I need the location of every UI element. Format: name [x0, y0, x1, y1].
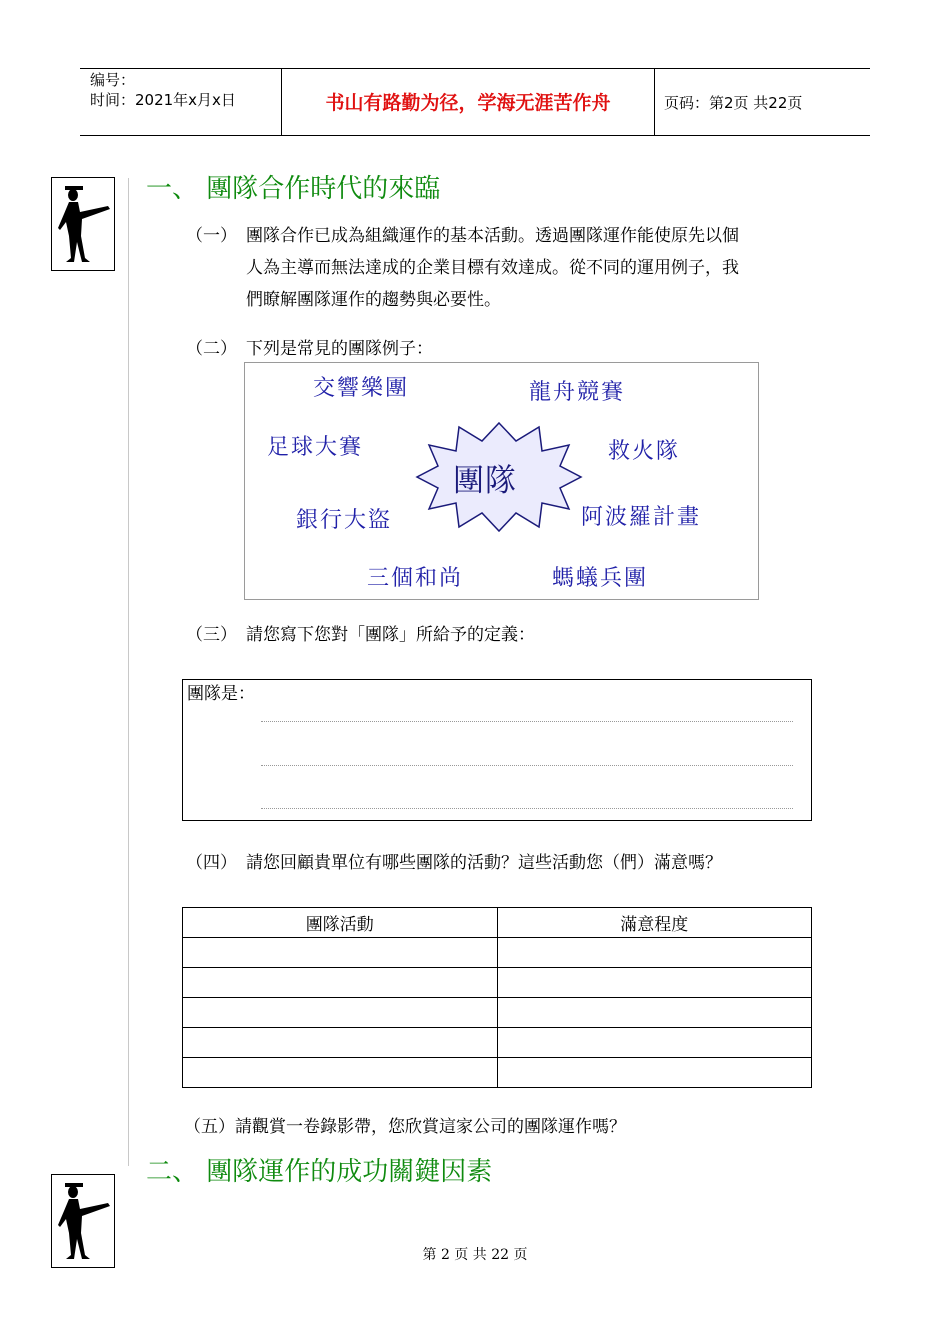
table-cell[interactable] [497, 998, 812, 1028]
definition-box[interactable] [182, 679, 812, 821]
header-top-rule [80, 68, 870, 69]
column-header: 團隊活動 [183, 908, 498, 938]
item-marker: （三） [186, 625, 237, 645]
table-cell[interactable] [183, 998, 498, 1028]
writing-line[interactable] [261, 765, 793, 766]
table-row [183, 938, 812, 968]
section-heading: 一、 團隊合作時代的來臨 [146, 174, 441, 204]
table-row [183, 1058, 812, 1088]
diagram-example: 銀行大盜 [296, 508, 393, 533]
table-row [183, 998, 812, 1028]
table-cell[interactable] [497, 1058, 812, 1088]
item-text: （五）請觀賞一卷錄影帶，您欣賞這家公司的團隊運作嗎？ [184, 1117, 626, 1137]
header-page-info: 页码：第2页 共22页 [664, 94, 803, 112]
diagram-example: 三個和尚 [367, 566, 464, 591]
document-number-label: 编号： [90, 71, 136, 89]
section-heading: 二、 團隊運作的成功關鍵因素 [146, 1157, 493, 1187]
item-text: 請您回顧貴單位有哪些團隊的活動？這些活動您（們）滿意嗎？ [246, 853, 722, 873]
team-activity-table [182, 907, 812, 1088]
table-cell[interactable] [497, 968, 812, 998]
paragraph-line: 們瞭解團隊運作的趨勢與必要性。 [246, 290, 501, 310]
diagram-example: 龍舟競賽 [529, 380, 626, 405]
item-marker: （四） [186, 853, 237, 873]
item-marker: （二） [186, 339, 237, 359]
definition-label: 團隊是： [187, 684, 255, 704]
table-cell[interactable] [183, 1028, 498, 1058]
table-cell[interactable] [497, 1028, 812, 1058]
pointing-figure-icon [51, 177, 115, 271]
writing-line[interactable] [261, 808, 793, 809]
table-row [183, 1028, 812, 1058]
table-cell[interactable] [183, 968, 498, 998]
item-paragraph [246, 220, 816, 316]
page-footer: 第 2 页 共 22 页 [422, 1247, 528, 1263]
header-bottom-rule [80, 135, 870, 136]
table-cell[interactable] [497, 938, 812, 968]
header-divider [654, 68, 655, 135]
diagram-example: 螞蟻兵團 [552, 566, 649, 591]
document-time-label: 时间：2021年x月x日 [90, 91, 236, 109]
header-motto: 书山有路勤为径，学海无涯苦作舟 [325, 92, 611, 114]
paragraph-line: 團隊合作已成為組織運作的基本活動。透過團隊運作能使原先以個 [246, 226, 739, 246]
table-cell[interactable] [183, 938, 498, 968]
table-cell[interactable] [183, 1058, 498, 1088]
writing-line[interactable] [261, 721, 793, 722]
table-row [183, 968, 812, 998]
diagram-example: 救火隊 [608, 439, 681, 464]
diagram-example: 阿波羅計畫 [581, 505, 702, 530]
item-text: 下列是常見的團隊例子： [246, 339, 433, 359]
item-text: 請您寫下您對「團隊」所給予的定義： [246, 625, 535, 645]
diagram-center-label: 團隊 [453, 463, 517, 499]
diagram-example: 交響樂團 [313, 376, 410, 401]
column-header: 滿意程度 [497, 908, 812, 938]
team-examples-diagram [244, 362, 759, 600]
item-marker: （一） [186, 226, 237, 246]
table-header-row [183, 908, 812, 938]
margin-rule [128, 178, 129, 1166]
diagram-example: 足球大賽 [267, 435, 364, 460]
paragraph-line: 人為主導而無法達成的企業目標有效達成。從不同的運用例子，我 [246, 258, 739, 278]
